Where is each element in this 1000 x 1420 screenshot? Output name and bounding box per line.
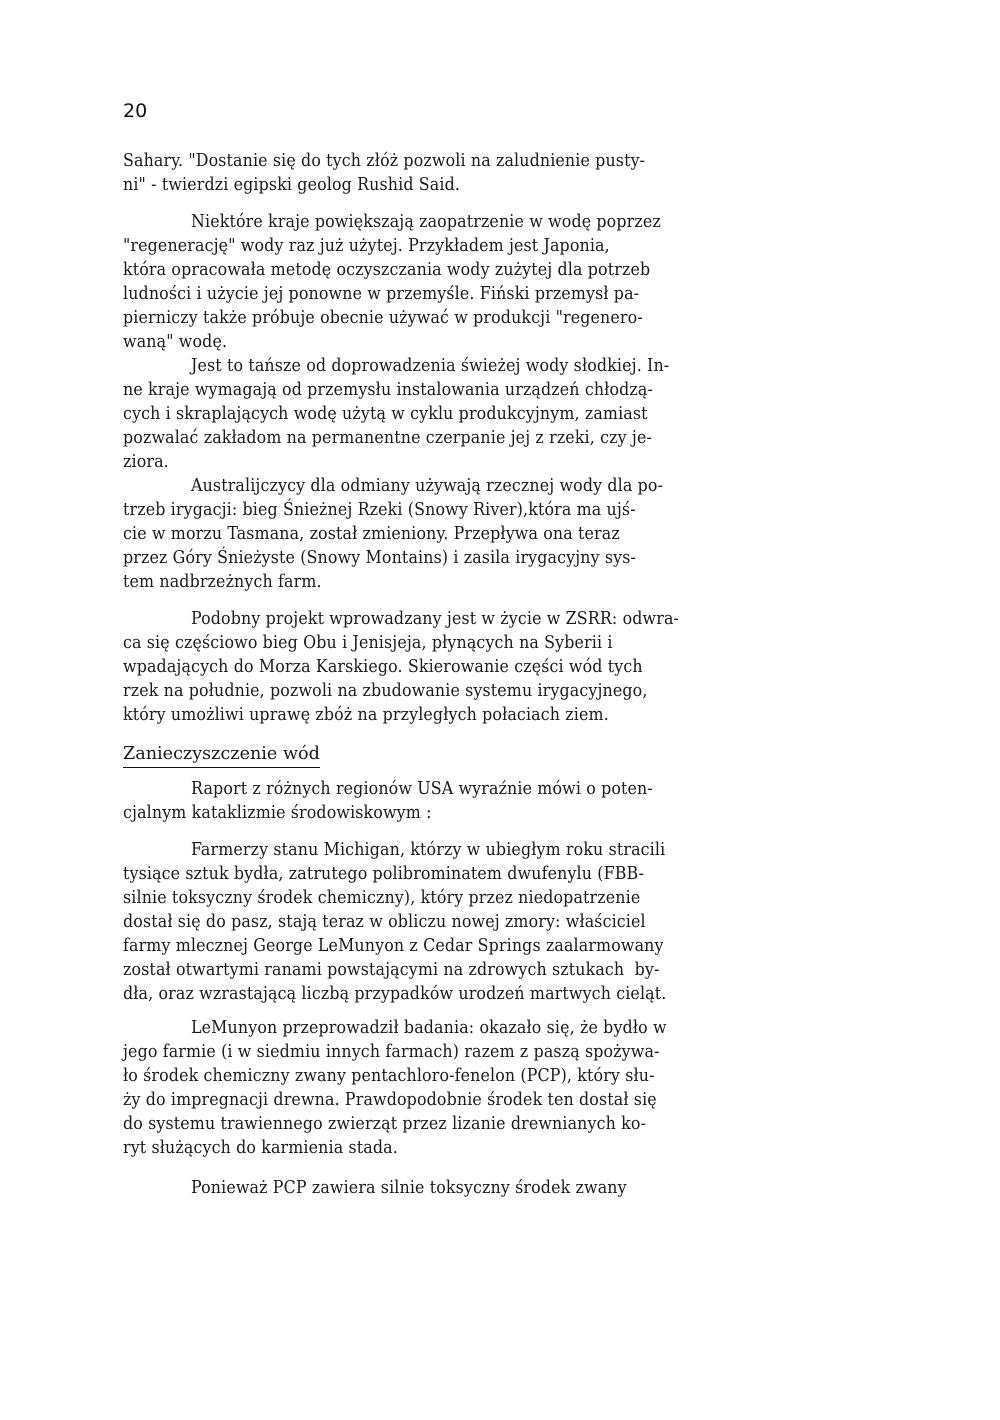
paragraph: [123, 1016, 883, 1160]
text-line: pozwalać zakładom na permanentne czerpanie jej z rzeki, czy je-: [123, 428, 652, 448]
text-line: ży do impregnacji drewna. Prawdopodobnie środek ten dostał się: [123, 1090, 657, 1110]
paragraph: [123, 474, 883, 594]
text-line: rzek na południe, pozwoli na zbudowanie systemu irygacyjnego,: [123, 681, 648, 701]
text-line: został otwartymi ranami powstającymi na zdrowych sztukach by-: [123, 960, 660, 980]
text-line: LeMunyon przeprowadził badania: okazało się, że bydło w: [191, 1018, 667, 1038]
text-line: Raport z różnych regionów USA wyraźnie mówi o poten-: [191, 779, 653, 799]
text-line: Jest to tańsze od doprowadzenia świeżej wody słodkiej. In-: [191, 356, 670, 376]
text-line: tem nadbrzeżnych farm.: [123, 572, 322, 592]
text-line: wpadających do Morza Karskiego. Skierowanie części wód tych: [123, 657, 643, 677]
text-line: ło środek chemiczny zwany pentachloro-fenelon (PCP), który słu-: [123, 1066, 655, 1086]
text-line: ca się częściowo bieg Obu i Jenisjeja, płynących na Syberii i: [123, 633, 613, 653]
text-line: Niektóre kraje powiększają zaopatrzenie w wodę poprzez: [191, 212, 661, 232]
text-line: Farmerzy stanu Michigan, którzy w ubiegłym roku stracili: [191, 840, 666, 860]
text-line: Podobny projekt wprowadzany jest w życie w ZSRR: odwra-: [191, 609, 680, 629]
text-line: cych i skraplających wodę użytą w cyklu produkcyjnym, zamiast: [123, 404, 648, 424]
text-line: jego farmie (i w siedmiu innych farmach) razem z paszą spożywa-: [123, 1042, 660, 1062]
text-line: farmy mlecznej George LeMunyon z Cedar Springs zaalarmowany: [123, 936, 664, 956]
paragraph: [123, 210, 883, 354]
text-line: ne kraje wymagają od przemysłu instalowania urządzeń chłodzą-: [123, 380, 653, 400]
paragraph: [123, 777, 883, 825]
text-line: Australijczycy dla odmiany używają rzecznej wody dla po-: [191, 476, 664, 496]
text-line: dła, oraz wzrastającą liczbą przypadków urodzeń martwych cieląt.: [123, 984, 667, 1004]
text-line: Sahary. "Dostanie się do tych złóż pozwoli na zaludnienie pusty-: [123, 151, 646, 171]
text-line: ludności i użycie jej ponowne w przemyśle. Fiński przemysł pa-: [123, 284, 640, 304]
text-line: Ponieważ PCP zawiera silnie toksyczny środek zwany: [191, 1178, 627, 1198]
paragraph: [123, 354, 883, 474]
text-line: trzeb irygacji: bieg Śnieżnej Rzeki (Snowy River),która ma ujś-: [123, 500, 636, 520]
page-number: 20: [123, 100, 148, 122]
paragraph: [123, 607, 883, 727]
paragraph: [123, 1176, 883, 1200]
text-line: waną" wodę.: [123, 332, 228, 352]
text-line: która opracowała metodę oczyszczania wody zużytej dla potrzeb: [123, 260, 651, 280]
text-line: "regenerację" wody raz już użytej. Przykładem jest Japonia,: [123, 236, 610, 256]
text-line: ziora.: [123, 452, 169, 472]
text-line: dostał się do pasz, stają teraz w obliczu nowej zmory: właściciel: [123, 912, 646, 932]
text-line: który umożliwi uprawę zbóż na przyległych połaciach ziem.: [123, 705, 609, 725]
paragraph: [123, 838, 883, 1006]
text-line: tysiące sztuk bydła, zatrutego polibrominatem dwufenylu (FBB-: [123, 864, 645, 884]
text-line: do systemu trawiennego zwierząt przez lizanie drewnianych ko-: [123, 1114, 647, 1134]
text-line: cjalnym kataklizmie środowiskowym :: [123, 803, 432, 823]
text-line: ni" - twierdzi egipski geolog Rushid Said.: [123, 175, 461, 195]
text-line: ryt służących do karmienia stada.: [123, 1138, 398, 1158]
text-line: cie w morzu Tasmana, został zmieniony. Przepływa ona teraz: [123, 524, 620, 544]
text-line: przez Góry Śnieżyste (Snowy Montains) i zasila irygacyjny sys-: [123, 548, 637, 568]
text-line: silnie toksyczny środek chemiczny), który przez niedopatrzenie: [123, 888, 641, 908]
section-heading: Zanieczyszczenie wód: [123, 742, 320, 768]
text-line: pierniczy także próbuje obecnie używać w produkcji "regenero-: [123, 308, 643, 328]
paragraph: [123, 149, 883, 197]
